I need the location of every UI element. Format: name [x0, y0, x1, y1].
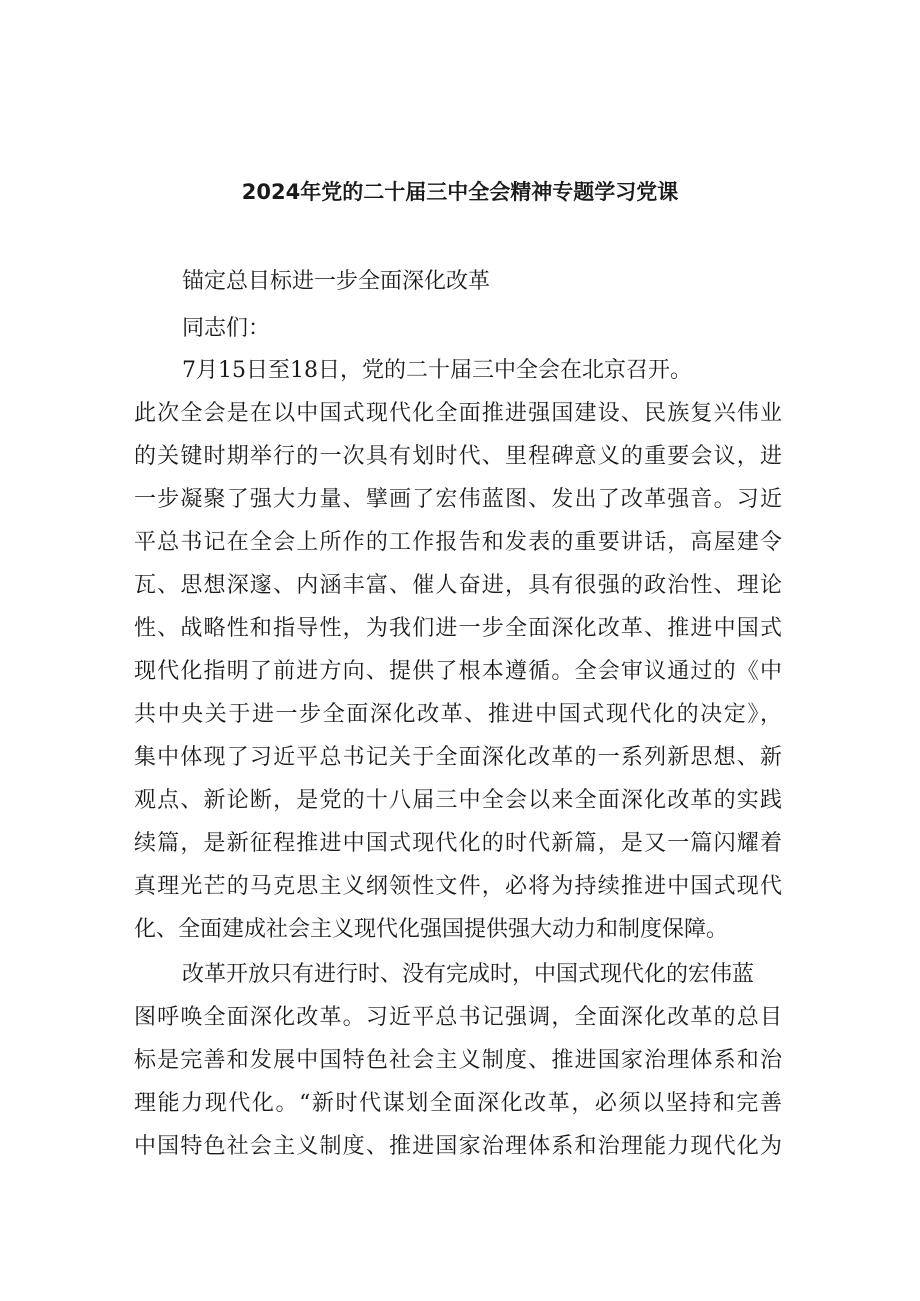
paragraph-1-line: 一步凝聚了强大力量、擘画了宏伟蓝图、发出了改革强音。习近: [134, 487, 782, 512]
paragraph-2-line: 标是完善和发展中国特色社会主义制度、推进国家治理体系和治: [134, 1048, 782, 1073]
paragraph-1-line: 平总书记在全会上所作的工作报告和发表的重要讲话，高屋建令: [134, 530, 782, 555]
paragraph-1-line: 的关键时期举行的一次具有划时代、里程碑意义的重要会议，进: [134, 444, 782, 469]
paragraph-1-line: 观点、新论断，是党的十八届三中全会以来全面深化改革的实践: [134, 788, 782, 813]
paragraph-1-line: 此次全会是在以中国式现代化全面推进强国建设、民族复兴伟业: [134, 401, 782, 426]
paragraph-1-line: 性、战略性和指导性，为我们进一步全面深化改革、推进中国式: [134, 616, 782, 641]
paragraph-2-line: 理能力现代化。“新时代谋划全面深化改革，必须以坚持和完善: [134, 1091, 782, 1116]
paragraph-1-line: 共中央关于进一步全面深化改革、推进中国式现代化的决定》，: [134, 702, 782, 727]
paragraph-1-line: 真理光芒的马克思主义纲领性文件，必将为持续推进中国式现代: [134, 874, 782, 899]
paragraph-1-last-line: 化、全面建成社会主义现代化强国提供强大动力和制度保障。: [134, 917, 729, 942]
paragraph-2-first-line: 改革开放只有进行时、没有完成时，中国式现代化的宏伟蓝: [182, 962, 755, 987]
document-subtitle: 锚定总目标进一步全面深化改革: [182, 269, 491, 294]
greeting: 同志们：: [182, 316, 271, 341]
paragraph-1-line: 续篇，是新征程推进中国式现代化的时代新篇，是又一篇闪耀着: [134, 831, 782, 856]
document-title: 2024年党的二十届三中全会精神专题学习党课: [241, 180, 679, 204]
paragraph-1-first-line: 7月15日至18日，党的二十届三中全会在北京召开。: [182, 358, 692, 383]
paragraph-1-line: 现代化指明了前进方向、提供了根本遵循。全会审议通过的《中: [134, 659, 782, 684]
paragraph-1-line: 集中体现了习近平总书记关于全面深化改革的一系列新思想、新: [134, 745, 782, 770]
paragraph-1-line: 瓦、思想深邃、内涵丰富、催人奋进，具有很强的政治性、理论: [134, 573, 782, 598]
paragraph-2-line: 中国特色社会主义制度、推进国家治理体系和治理能力现代化为: [134, 1134, 782, 1159]
paragraph-2-line: 图呼唤全面深化改革。习近平总书记强调，全面深化改革的总目: [134, 1005, 782, 1030]
